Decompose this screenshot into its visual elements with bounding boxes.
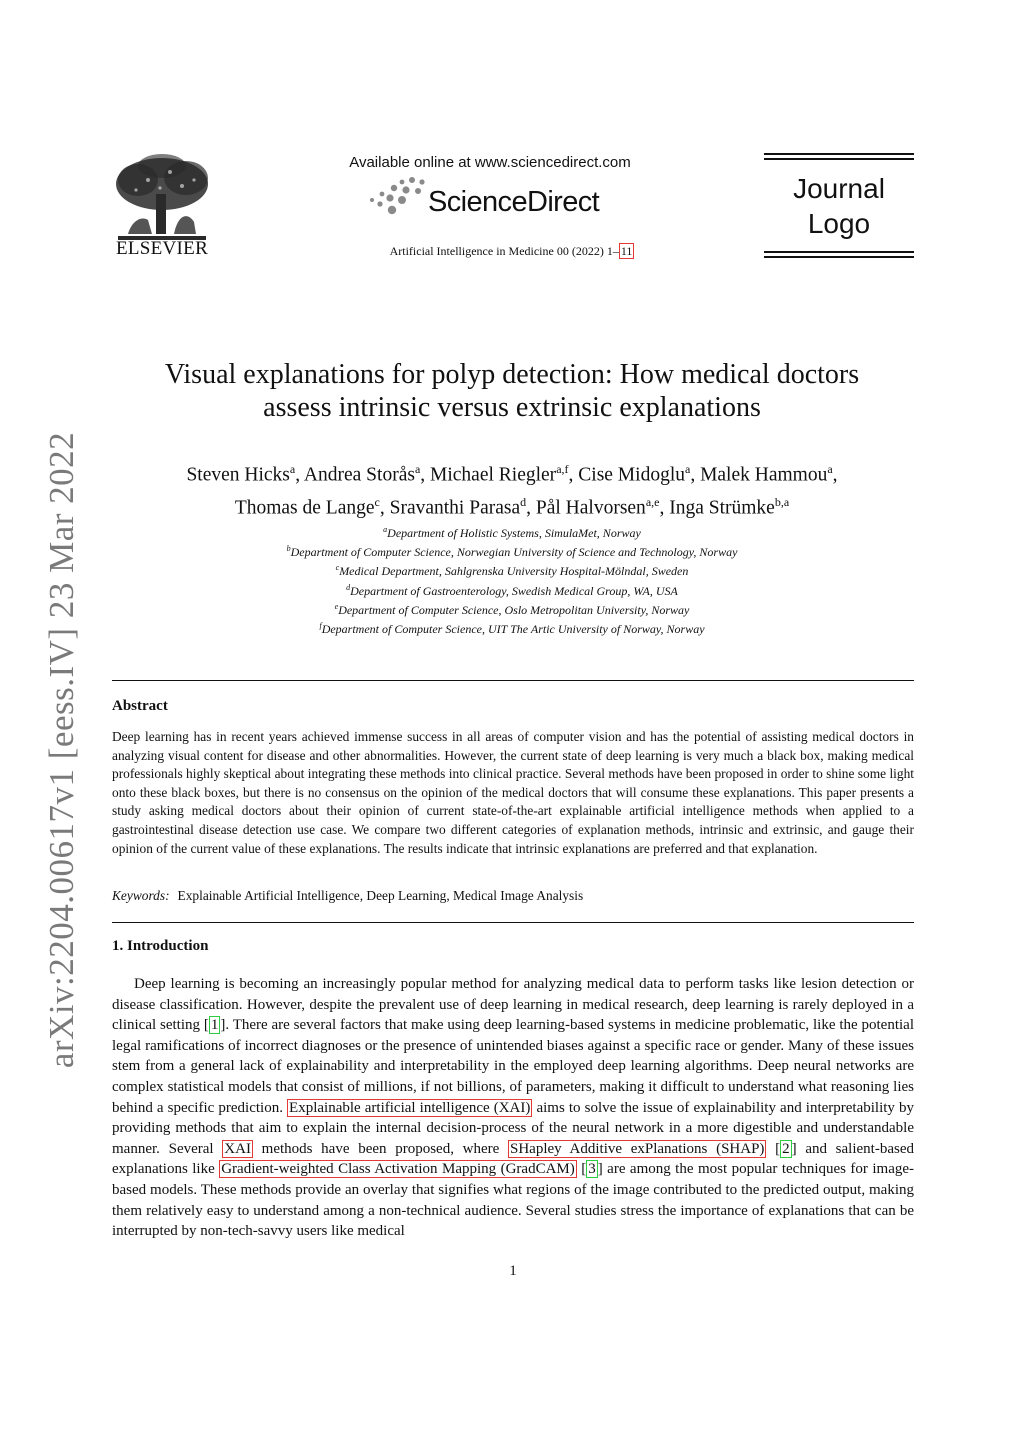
affiliation-text: Department of Computer Science, Oslo Metropolitan University, Norway xyxy=(338,602,690,617)
author-affiliation-sup: d xyxy=(520,494,527,509)
citation-link-3[interactable]: 3 xyxy=(588,1161,596,1178)
keywords-line xyxy=(112,888,914,904)
paper-title-line1: Visual explanations for polyp detection: How medical doctors xyxy=(164,359,860,390)
affiliation-item xyxy=(112,522,912,541)
acronym-link-xai-full[interactable]: Explainable artificial intelligence (XAI) xyxy=(289,1099,531,1116)
abstract-heading: Abstract xyxy=(112,698,168,714)
affiliation-sup: c xyxy=(335,563,340,573)
affiliation-text: Department of Computer Science, UIT The Artic University of Norway, Norway xyxy=(321,622,705,637)
paper-title xyxy=(112,358,912,424)
intro-text: ] are among the most popular techniques for image-based models. These methods provide an overlay that signifies what regions of the image contributed to the predicted output, making them relatively easy to understand among a non-technical audience. Several studies stress the importance of explanations that can be interrupted by non-tech-savvy users like medical xyxy=(112,1161,915,1240)
introduction-paragraph xyxy=(112,974,914,1242)
affiliation-sup: e xyxy=(334,601,339,611)
author-name: Thomas de Lange xyxy=(234,497,375,518)
logo-top-rule xyxy=(764,153,914,155)
author-name: Inga Strümke xyxy=(669,497,775,518)
paper-title-line2: assess intrinsic versus extrinsic explanations xyxy=(263,392,761,423)
author-line-1: Steven Hicks$^a$, Andrea Storås$^a$, Michael Riegler$^{a,f}$, Cise Midoglu$^a$, Malek Hammou$^a$, xyxy=(186,462,838,486)
acronym-link-xai[interactable]: XAI xyxy=(224,1140,251,1157)
author-affiliation-sup: a,e xyxy=(645,494,660,509)
author-affiliation-sup: c xyxy=(374,494,380,509)
affiliation-item xyxy=(112,541,912,560)
author-affiliation-sup: b,a xyxy=(774,494,790,509)
abstract-body: Deep learning has in recent years achieved immense success in all areas of computer vision and has the potential of assisting medical doctors in analyzing visual content for disease and other abnormalities. However, the current state of deep learning is very much a black box, making medical professionals highly skeptical about integrating these methods into clinical practice. Several methods have been proposed in order to shine some light onto these black boxes, but there is no consensus on the opinion of the medical doctors that will consume these explanations. This paper presents a study asking medical doctors about their opinion of current state-of-the-art explainable artificial intelligence methods when applied to a gastrointestinal disease detection use case. We compare two different categories of explanation methods, intrinsic and extrinsic, and gauge their opinion of the current value of these explanations. The results indicate that intrinsic explanations are preferred and that explanation. xyxy=(112,729,914,856)
publisher-name: ELSEVIER xyxy=(115,238,209,259)
author-name: Steven Hicks xyxy=(186,464,290,486)
author-affiliation-sup: a xyxy=(414,462,421,476)
sciencedirect-dots-icon xyxy=(366,176,432,220)
affiliation-text: Department of Holistic Systems, SimulaMet, Norway xyxy=(387,526,641,540)
author-name: Michael Riegler xyxy=(430,464,557,486)
affiliation-item xyxy=(112,560,912,579)
author-affiliation-sup: a xyxy=(684,462,691,476)
author-name: Cise Midoglu xyxy=(578,464,685,486)
available-online-text: Available online at www.sciencedirect.com xyxy=(349,154,631,171)
intro-text: Deep learning is becoming an increasingly popular method for analyzing medical data to perform tasks like lesion detection or disease classification. However, despite the prevalent use of deep learning in medical research, deep learning is rarely deployed in a clinical setting [ xyxy=(112,976,914,1034)
divider-above-abstract xyxy=(112,680,914,681)
author-name: Sravanthi Parasa xyxy=(389,497,521,518)
intro-text: methods have been proposed, where xyxy=(252,1140,508,1157)
intro-text: aims to solve the issue of explainability and interpretability by providing methods that aim to explain the internal decision-process of the neural network in a more digestible and understandable manner. Several xyxy=(112,1099,915,1157)
author-affiliation-sup: a xyxy=(289,462,296,476)
author-name: Andrea Storås xyxy=(303,464,415,486)
intro-text: [ xyxy=(576,1161,587,1178)
affiliation-list xyxy=(112,522,912,637)
citation-link-2[interactable]: 2 xyxy=(782,1140,790,1157)
acronym-link-shap[interactable]: SHapley Additive exPlanations (SHAP) xyxy=(510,1140,765,1157)
acronym-link-gradcam[interactable]: Gradient-weighted Class Activation Mapping (GradCAM) xyxy=(221,1161,575,1178)
journal-logo-text xyxy=(764,171,914,241)
affiliation-sup: a xyxy=(383,525,388,534)
page-number: 1 xyxy=(509,1263,517,1279)
affiliation-item xyxy=(112,580,912,599)
affiliation-item xyxy=(112,599,912,618)
intro-text: ] and salient-based explanations like xyxy=(112,1140,914,1178)
keywords-text: Explainable Artificial Intelligence, Deep Learning, Medical Image Analysis xyxy=(177,888,584,903)
journal-logo-line1: Journal xyxy=(793,173,885,204)
affiliation-text: Medical Department, Sahlgrenska University Hospital-Mölndal, Sweden xyxy=(339,564,689,579)
author-affiliation-sup: a,f xyxy=(556,462,569,476)
intro-text: [ xyxy=(766,1140,781,1157)
author-line-2: Thomas de Lange$^c$, Sravanthi Parasa$^d$, Pål Halvorsen$^{a,e}$, Inga Strümke$^{b,a}$ xyxy=(234,494,790,518)
affiliation-sup: d xyxy=(346,582,351,592)
affiliation-item xyxy=(112,618,912,637)
logo-bottom-rule-2 xyxy=(764,256,914,258)
journal-logo-box xyxy=(764,153,914,259)
citation-link-1[interactable]: 1 xyxy=(210,1017,219,1034)
author-name: Pål Halvorsen xyxy=(535,497,646,518)
affiliation-sup: b xyxy=(286,544,291,554)
author-affiliation-sup: a xyxy=(827,462,833,476)
sciencedirect-wordmark: ScienceDirect xyxy=(428,186,600,218)
journal-citation-text: Artificial Intelligence in Medicine 00 (2022) 1– xyxy=(389,244,619,258)
section-heading-introduction: 1. Introduction xyxy=(112,938,209,954)
logo-bottom-rule xyxy=(764,251,914,253)
author-name: Malek Hammou xyxy=(700,464,828,486)
last-page-link[interactable]: 11 xyxy=(620,244,633,258)
affiliation-text: Department of Gastroenterology, Swedish Medical Group, WA, USA xyxy=(350,583,678,598)
affiliation-sup: f xyxy=(319,621,322,631)
keywords-label: Keywords: xyxy=(112,888,170,903)
intro-text: ]. There are several factors that make using deep learning-based systems in medicine problematic, like the potential legal ramifications of incorrect diagnoses or the presence of unintended biases against a specific race or gender. Many of these issues stem from a general lack of explainability and interpretability in the employed deep learning algorithms. Deep neural networks are complex statistical models that consist of millions, if not billions, of parameters, making it difficult to understand what reasoning lies behind a specific prediction. xyxy=(112,1017,914,1116)
author-list xyxy=(112,456,912,521)
affiliation-text: Department of Computer Science, Norwegian University of Science and Technology, Norway xyxy=(290,545,738,560)
divider-below-keywords xyxy=(112,922,914,923)
journal-logo-line2: Logo xyxy=(807,208,871,239)
journal-citation-line xyxy=(300,244,724,259)
arxiv-identifier-stamp: arXiv:2204.00617v1 [eess.IV] 23 Mar 2022 xyxy=(42,431,81,1069)
logo-top-rule-2 xyxy=(764,158,914,160)
